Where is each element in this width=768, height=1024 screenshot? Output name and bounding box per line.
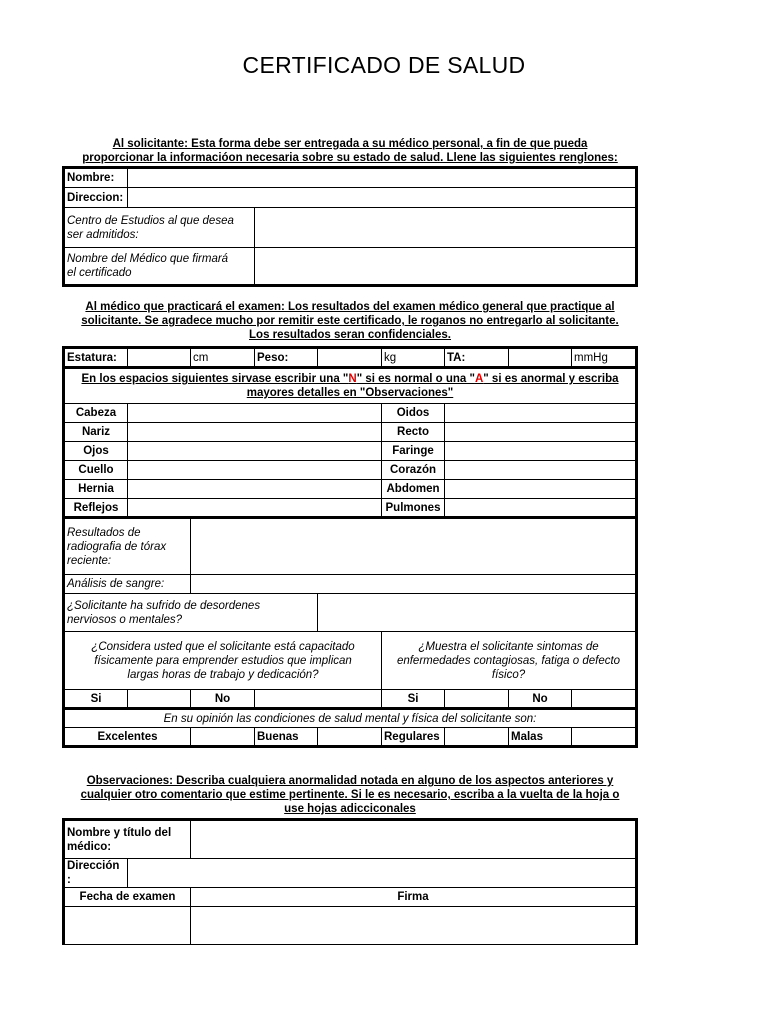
- opinion-condiciones-text: En su opinión las condiciones de salud mental y física del solicitante son:: [64, 709, 637, 728]
- nombre-titulo-medico-field[interactable]: [191, 820, 637, 859]
- exam-label-right: Pulmones: [382, 499, 445, 518]
- peso-field[interactable]: [318, 348, 382, 368]
- rating-excelentes-label: Excelentes: [64, 728, 191, 747]
- observaciones-instructions: [40, 774, 660, 816]
- doctor-instructions-line: Los resultados seran confidenciales.: [249, 329, 451, 341]
- fecha-examen-label: Fecha de examen: [64, 888, 191, 907]
- medical-exam-table: [62, 346, 638, 748]
- estatura-label: Estatura:: [64, 348, 128, 368]
- nombre-label: Nombre:: [64, 168, 128, 188]
- exam-label-right: Corazón: [382, 461, 445, 480]
- rating-malas-box[interactable]: [572, 728, 637, 747]
- analisis-sangre-field[interactable]: [191, 575, 637, 594]
- applicant-instructions-line: proporcionar la informacióon necesaria sobre su estado de salud. Llene las siguientes renglones:: [82, 152, 618, 164]
- applicant-info-table: [62, 166, 638, 287]
- exam-label-left: Ojos: [64, 442, 128, 461]
- kg-unit: kg: [382, 348, 445, 368]
- nombre-titulo-medico-label: Nombre y título del médico:: [64, 820, 191, 859]
- exam-label-right: Oidos: [382, 404, 445, 423]
- exam-field-right[interactable]: [445, 423, 637, 442]
- firma-label: Firma: [191, 888, 637, 907]
- exam-label-right: Recto: [382, 423, 445, 442]
- nombre-medico-label: Nombre del Médico que firmará el certificado: [64, 248, 255, 286]
- fecha-examen-field[interactable]: [64, 907, 191, 945]
- exam-label-right: Faringe: [382, 442, 445, 461]
- contagio-question: ¿Muestra el solicitante sintomas de enfermedades contagiosas, fatiga o defecto físico?: [382, 632, 637, 690]
- exam-field-right[interactable]: [445, 442, 637, 461]
- exam-label-left: Hernia: [64, 480, 128, 499]
- exam-field-left[interactable]: [128, 480, 382, 499]
- nombre-field[interactable]: [128, 168, 637, 188]
- radiografia-field[interactable]: [191, 518, 637, 575]
- exam-label-left: Cuello: [64, 461, 128, 480]
- cm-unit: cm: [191, 348, 255, 368]
- contagio-no-box[interactable]: [572, 690, 637, 709]
- exam-field-right[interactable]: [445, 480, 637, 499]
- firma-field[interactable]: [191, 907, 637, 945]
- exam-field-right[interactable]: [445, 461, 637, 480]
- rating-regulares-box[interactable]: [445, 728, 509, 747]
- doctor-instructions: [40, 300, 660, 342]
- peso-label: Peso:: [255, 348, 318, 368]
- rating-buenas-label: Buenas: [255, 728, 318, 747]
- observaciones-line: use hojas adicciconales: [284, 803, 416, 815]
- exam-field-right[interactable]: [445, 499, 637, 518]
- exam-field-left[interactable]: [128, 442, 382, 461]
- doctor-instructions-line: Al médico que practicará el examen: Los resultados del examen médico general que practique al: [85, 301, 615, 313]
- applicant-instructions: [60, 137, 640, 165]
- capacitado-si-label: Si: [64, 690, 128, 709]
- centro-estudios-label: Centro de Estudios al que desea ser admitidos:: [64, 208, 255, 248]
- exam-field-left[interactable]: [128, 461, 382, 480]
- capacitado-no-label: No: [191, 690, 255, 709]
- rating-excelentes-box[interactable]: [191, 728, 255, 747]
- exam-label-left: Cabeza: [64, 404, 128, 423]
- ta-label: TA:: [445, 348, 509, 368]
- exam-field-right[interactable]: [445, 404, 637, 423]
- radiografia-label: Resultados de radiografia de tórax reciente:: [64, 518, 191, 575]
- normal-anormal-instruction: En los espacios siguientes sirvase escribir una "N" si es normal o una "A" si es anormal y escriba mayores detalles en "Observaciones": [64, 368, 637, 404]
- document-title: CERTIFICADO DE SALUD: [242, 52, 526, 78]
- ta-field[interactable]: [509, 348, 572, 368]
- exam-label-right: Abdomen: [382, 480, 445, 499]
- analisis-sangre-label: Análisis de sangre:: [64, 575, 191, 594]
- contagio-si-box[interactable]: [445, 690, 509, 709]
- rating-malas-label: Malas: [509, 728, 572, 747]
- exam-label-left: Reflejos: [64, 499, 128, 518]
- desordenes-nerviosos-label: ¿Solicitante ha sufrido de desordenes nerviosos o mentales?: [64, 594, 318, 632]
- direccion-medico-field[interactable]: [128, 859, 637, 888]
- direccion-label: Direccion:: [64, 188, 128, 208]
- rating-buenas-box[interactable]: [318, 728, 382, 747]
- capacitado-si-box[interactable]: [128, 690, 191, 709]
- observaciones-line: cualquier otro comentario que estime pertinente. Si le es necesario, escriba a la vuelta de la hoja o: [80, 789, 620, 801]
- centro-estudios-field[interactable]: [255, 208, 637, 248]
- applicant-instructions-line: Al solicitante: Esta forma debe ser entregada a su médico personal, a fin de que pueda: [112, 138, 588, 150]
- doctor-signature-table: [62, 818, 638, 945]
- capacitado-no-box[interactable]: [255, 690, 382, 709]
- nombre-medico-field[interactable]: [255, 248, 637, 286]
- contagio-si-label: Si: [382, 690, 445, 709]
- rating-regulares-label: Regulares: [382, 728, 445, 747]
- exam-field-left[interactable]: [128, 499, 382, 518]
- direccion-medico-label: Dirección :: [64, 859, 128, 888]
- direccion-field[interactable]: [128, 188, 637, 208]
- estatura-field[interactable]: [128, 348, 191, 368]
- doctor-instructions-line: solicitante. Se agradece mucho por remitir este certificado, le roganos no entregarlo al solicitante.: [81, 315, 619, 327]
- desordenes-nerviosos-field[interactable]: [318, 594, 637, 632]
- exam-field-left[interactable]: [128, 404, 382, 423]
- observaciones-line: Observaciones: Describa cualquiera anormalidad notada en alguno de los aspectos anteriores y: [86, 775, 614, 787]
- contagio-no-label: No: [509, 690, 572, 709]
- exam-label-left: Nariz: [64, 423, 128, 442]
- mmhg-unit: mmHg: [572, 348, 637, 368]
- capacitado-question: ¿Considera usted que el solicitante está capacitado físicamente para emprender estudios que implican largas horas de trabajo y dedicación?: [64, 632, 382, 690]
- exam-field-left[interactable]: [128, 423, 382, 442]
